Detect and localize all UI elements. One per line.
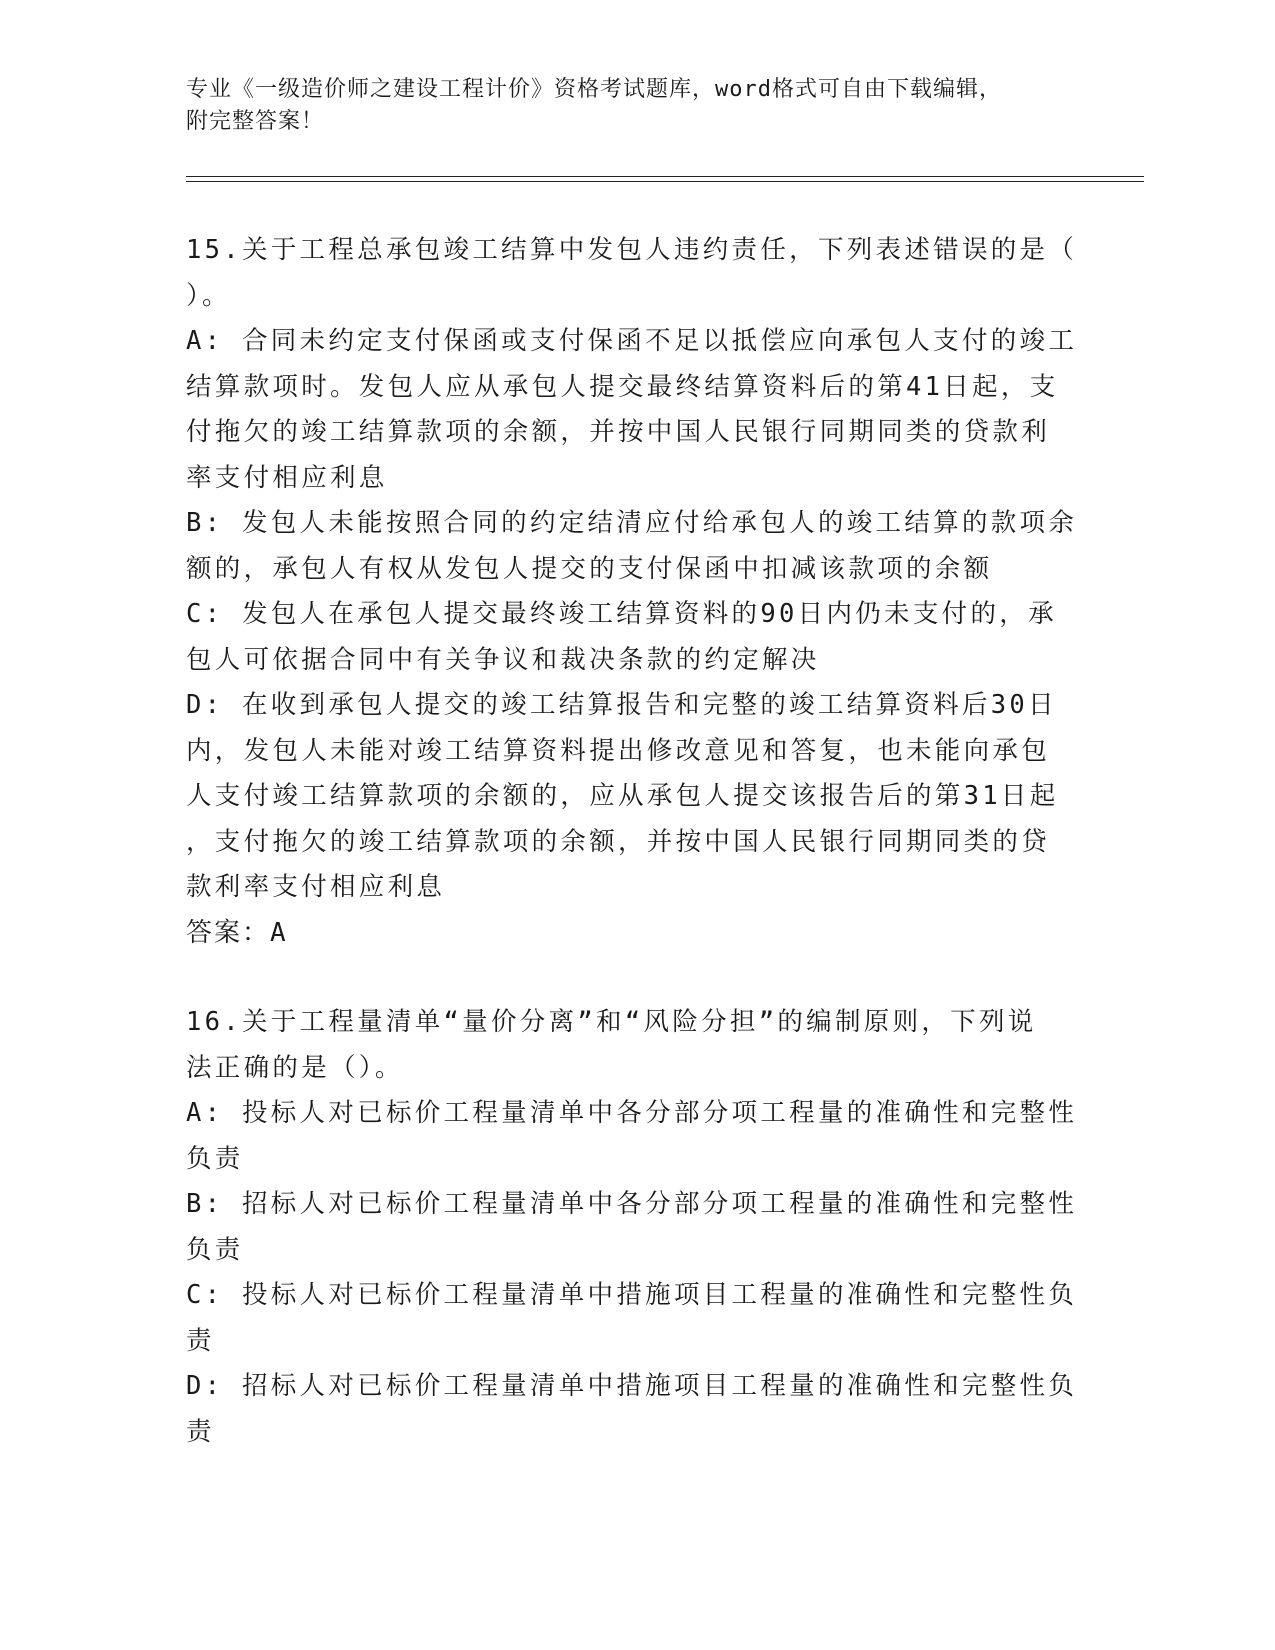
option-a-line: 结算款项时。发包人应从承包人提交最终结算资料后的第41日起，支 xyxy=(186,371,1059,402)
option-a-line: 负责 xyxy=(186,1143,244,1174)
question-16 xyxy=(186,1000,1086,1455)
option-d-line: 责 xyxy=(186,1416,215,1447)
header-divider-bottom xyxy=(186,181,1144,182)
option-a-line: 付拖欠的竣工结算款项的余额，并按中国人民银行同期同类的贷款利 xyxy=(186,417,1051,447)
document-header xyxy=(186,74,1146,138)
header-line-2: 附完整答案！ xyxy=(186,109,325,134)
option-b-line: 额的，承包人有权从发包人提交的支付保函中扣减该款项的余额 xyxy=(186,553,993,584)
option-d-line: D: 招标人对已标价工程量清单中措施项目工程量的准确性和完整性负 xyxy=(186,1371,1078,1401)
question-15 xyxy=(186,228,1086,956)
option-c-line: 包人可依据合同中有关争议和裁决条款的约定解决 xyxy=(186,644,820,675)
option-a-line: A: 投标人对已标价工程量清单中各分部分项工程量的准确性和完整性 xyxy=(186,1098,1078,1128)
question-15-stem-line: 15.关于工程总承包竣工结算中发包人违约责任，下列表述错误的是（ xyxy=(186,235,1078,265)
option-a-line: A: 合同未约定支付保函或支付保函不足以抵偿应向承包人支付的竣工 xyxy=(186,326,1078,356)
header-line-1: 专业《一级造价师之建设工程计价》资格考试题库，word格式可自由下载编辑， xyxy=(186,77,1002,102)
option-d-line: ，支付拖欠的竣工结算款项的余额，并按中国人民银行同期同类的贷 xyxy=(186,826,1051,857)
option-d-line: 内，发包人未能对竣工结算资料提出修改意见和答复，也未能向承包 xyxy=(186,735,1051,766)
option-b-line: 负责 xyxy=(186,1234,244,1265)
question-content xyxy=(186,228,1086,1455)
header-divider-top xyxy=(186,176,1144,177)
option-c-line: C: 投标人对已标价工程量清单中措施项目工程量的准确性和完整性负 xyxy=(186,1280,1078,1310)
question-spacer xyxy=(186,956,1086,1000)
question-16-stem-line: 16.关于工程量清单“量价分离”和“风险分担”的编制原则，下列说 xyxy=(186,1007,1037,1037)
option-a-line: 率支付相应利息 xyxy=(186,462,388,493)
option-c-line: 责 xyxy=(186,1325,215,1356)
option-d-line: 款利率支付相应利息 xyxy=(186,872,446,902)
option-c-line: C: 发包人在承包人提交最终竣工结算资料的90日内仍未支付的，承 xyxy=(186,599,1057,629)
option-b-line: B: 发包人未能按照合同的约定结清应付给承包人的竣工结算的款项余 xyxy=(186,508,1078,538)
option-d-line: D: 在收到承包人提交的竣工结算报告和完整的竣工结算资料后30日 xyxy=(186,690,1057,720)
question-16-stem-line: 法正确的是（）。 xyxy=(186,1052,404,1083)
question-15-answer: 答案：A xyxy=(186,917,288,948)
option-b-line: B: 招标人对已标价工程量清单中各分部分项工程量的准确性和完整性 xyxy=(186,1189,1078,1219)
option-d-line: 人支付竣工结算款项的余额的，应从承包人提交该报告后的第31日起 xyxy=(186,781,1059,811)
question-15-stem-line: ）。 xyxy=(186,280,231,311)
